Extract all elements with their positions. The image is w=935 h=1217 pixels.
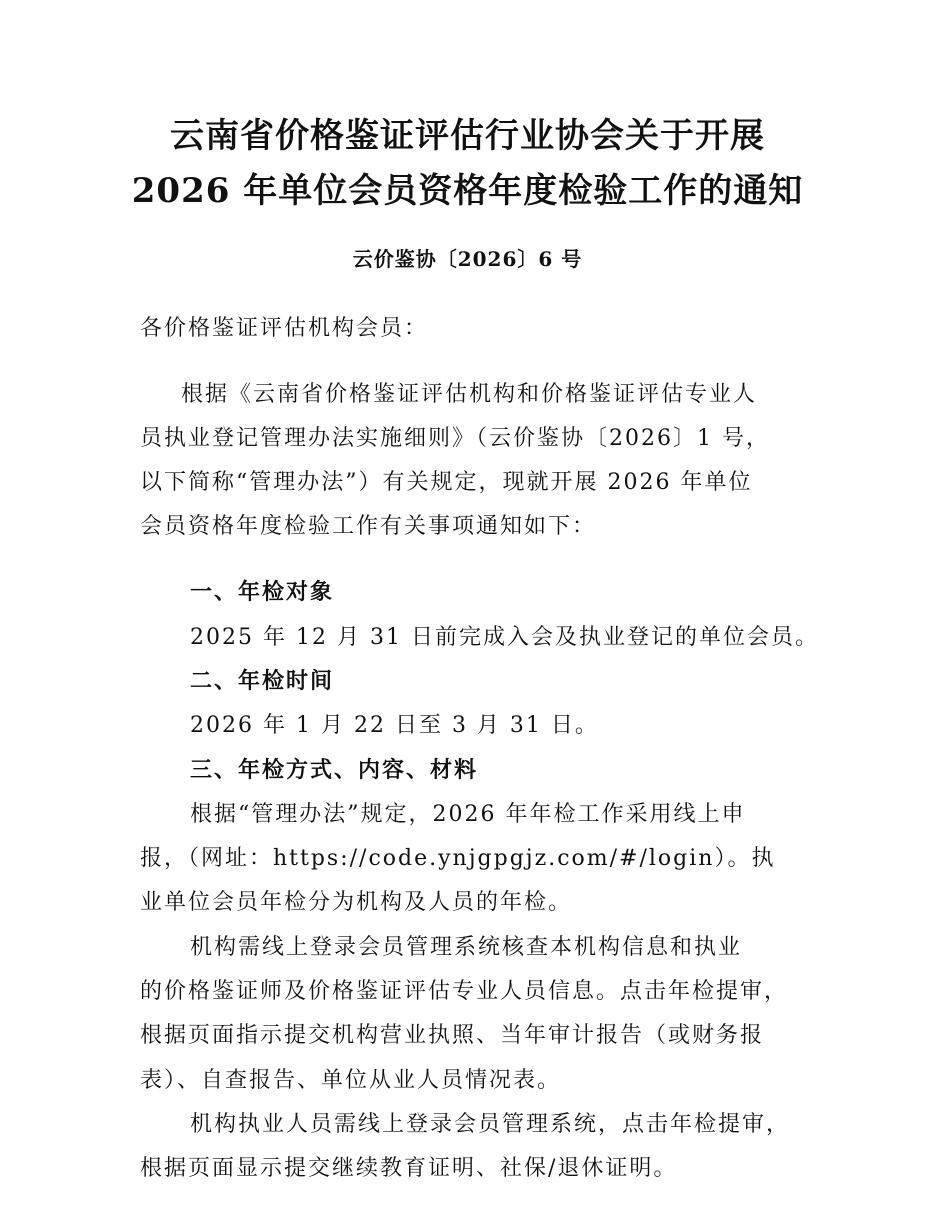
section-3-paragraph-line: 机构执业人员需线上登录会员管理系统，点击年检提审， [190, 1112, 791, 1137]
section-3-paragraph-line: 报，（网址：https://code.ynjgpgjz.com/#/login）。执 [140, 846, 776, 871]
section-heading-2: 二、年检时间 [190, 668, 335, 694]
section-3-paragraph-line: 根据页面显示提交继续教育证明、社保/退休证明。 [140, 1156, 678, 1181]
document-number: 云价鉴协〔2026〕6 号 [352, 247, 583, 271]
intro-line: 会员资格年度检验工作有关事项通知如下： [140, 514, 597, 539]
section-3-paragraph-line: 根据“管理办法”规定，2026 年年检工作采用线上申 [190, 802, 746, 827]
section-heading-3: 三、年检方式、内容、材料 [190, 757, 479, 783]
intro-line: 员执业登记管理办法实施细则》（云价鉴协〔2026〕1 号， [140, 426, 770, 451]
section-2-text: 2026 年 1 月 22 日至 3 月 31 日。 [190, 713, 599, 738]
intro-line: 根据《云南省价格鉴证评估机构和价格鉴证评估专业人 [181, 382, 758, 407]
section-1-text: 2025 年 12 月 31 日前完成入会及执业登记的单位会员。 [190, 625, 819, 650]
section-3-paragraph-line: 表）、自查报告、单位从业人员情况表。 [140, 1068, 562, 1093]
section-3-paragraph-line: 业单位会员年检分为机构及人员的年检。 [140, 890, 573, 915]
salutation: 各价格鉴证评估机构会员： [140, 316, 429, 341]
section-heading-1: 一、年检对象 [190, 579, 335, 605]
notice-title-line-1: 云南省价格鉴证评估行业协会关于开展 [170, 116, 765, 156]
section-3-paragraph-line: 机构需线上登录会员管理系统核查本机构信息和执业 [190, 935, 743, 960]
notice-title-line-2: 2026 年单位会员资格年度检验工作的通知 [131, 171, 804, 211]
section-3-paragraph-line: 根据页面指示提交机构营业执照、当年审计报告（或财务报 [140, 1023, 765, 1048]
section-3-paragraph-line: 的价格鉴证师及价格鉴证评估专业人员信息。点击年检提审， [140, 979, 789, 1004]
intro-line: 以下简称“管理办法”）有关规定，现就开展 2026 年单位 [140, 470, 753, 495]
